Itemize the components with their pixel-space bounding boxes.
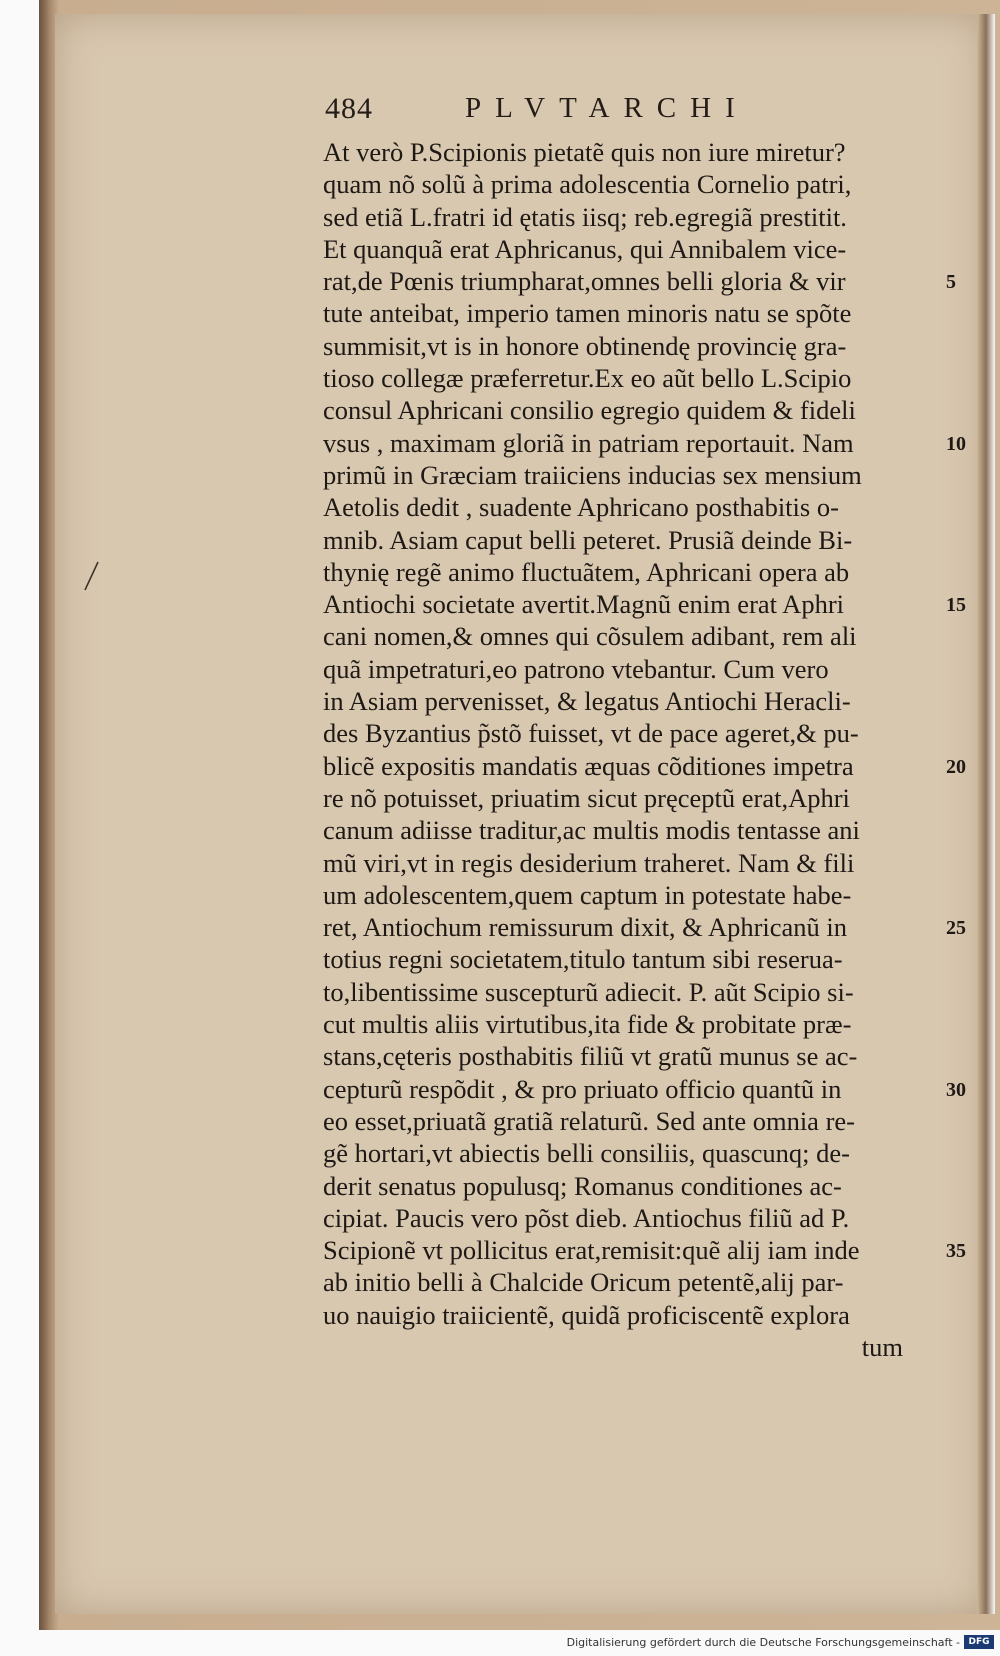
running-head-title: PLVTARCHI bbox=[465, 92, 749, 124]
text-line: blicẽ expositis mandatis æquas cõditiones impetra bbox=[323, 750, 854, 781]
text-line: Aetolis dedit , suadente Aphricano posthabitis o- bbox=[323, 492, 839, 523]
text-line: to,libentissime suscepturũ adiecit. P. aũt Scipio si- bbox=[323, 976, 854, 1007]
text-line: cani nomen,& omnes qui cõsulem adibant, rem ali bbox=[323, 621, 857, 652]
text-line: derit senatus populusq; Romanus conditiones ac- bbox=[323, 1170, 842, 1201]
text-line: in Asiam pervenisset, & legatus Antiochi Heracli- bbox=[323, 686, 851, 717]
text-line: quam nõ solũ à prima adolescentia Cornelio patri, bbox=[323, 169, 852, 200]
catchword: tum bbox=[861, 1331, 903, 1362]
text-line: cipiat. Paucis vero põst dieb. Antiochus filiũ ad P. bbox=[323, 1202, 850, 1233]
margin-line-number: 20 bbox=[946, 755, 966, 778]
text-line: consul Aphricani consilio egregio quidem & fideli bbox=[323, 395, 856, 426]
text-line: mũ viri,vt in regis desiderium traheret. Nam & fili bbox=[323, 847, 855, 878]
text-line: cut multis aliis virtutibus,ita fide & probitate præ- bbox=[323, 1009, 852, 1040]
text-line: totius regni societatem,titulo tantum sibi reserua- bbox=[323, 944, 843, 975]
digitization-footer bbox=[0, 1630, 1000, 1656]
running-head bbox=[325, 92, 845, 132]
text-line: gẽ hortari,vt abiectis belli consiliis, quascunq; de- bbox=[323, 1138, 850, 1169]
page-number: 484 bbox=[325, 92, 373, 125]
text-line: Et quanquã erat Aphricanus, qui Annibalem vice- bbox=[323, 233, 847, 264]
text-line: tute anteibat, imperio tamen minoris natu se spõte bbox=[323, 298, 852, 329]
text-line: canum adiisse traditur,ac multis modis tentasse ani bbox=[323, 815, 860, 846]
text-line: summisit,vt is in honore obtinendę provincię gra- bbox=[323, 330, 847, 361]
text-line: stans,cęteris posthabitis filiũ vt gratũ munus se ac- bbox=[323, 1041, 858, 1072]
margin-line-number: 30 bbox=[946, 1078, 966, 1101]
margin-line-number: 10 bbox=[946, 432, 966, 455]
margin-line-number: 15 bbox=[946, 594, 966, 617]
text-line: ret, Antiochum remissurum dixit, & Aphricanũ in bbox=[323, 912, 848, 943]
dfg-logo: DFG bbox=[964, 1635, 994, 1649]
text-line: mnib. Asiam caput belli peteret. Prusiã deinde Bi- bbox=[323, 524, 853, 555]
text-line: tioso collegæ præferretur.Ex eo aũt bello L.Scipio bbox=[323, 363, 852, 394]
text-line: um adolescentem,quem captum in potestate habe- bbox=[323, 879, 852, 910]
text-line: At verò P.Scipionis pietatẽ quis non iure miretur? bbox=[323, 137, 846, 167]
text-line: vsus , maximam gloriã in patriam reportauit. Nam bbox=[323, 427, 854, 458]
text-line: des Byzantius p̃stõ fuisset, vt de pace ageret,& pu- bbox=[323, 718, 859, 749]
text-line: cepturũ respõdit , & pro priuato officio quantũ in bbox=[323, 1073, 842, 1104]
text-line: sed etiã L.fratri id ętatis iisq; reb.egregiã prestitit. bbox=[323, 201, 847, 232]
text-line: primũ in Græciam traiiciens inducias sex mensium bbox=[323, 459, 862, 490]
text-line: Scipionẽ vt pollicitus erat,remisit:quẽ alij iam inde bbox=[323, 1235, 860, 1266]
body-text bbox=[323, 136, 963, 1363]
text-line: quã impetraturi,eo patrono vtebantur. Cum vero bbox=[323, 653, 829, 684]
text-line: Antiochi societate avertit.Magnũ enim erat Aphri bbox=[323, 589, 845, 620]
text-line: thynię regẽ animo fluctuãtem, Aphricani opera ab bbox=[323, 556, 850, 587]
text-line: rat,de Pœnis triumpharat,omnes belli gloria & vir bbox=[323, 266, 846, 297]
margin-pen-mark bbox=[82, 560, 102, 592]
text-line: re nõ potuisset, priuatim sicut pręceptũ erat,Aphri bbox=[323, 782, 850, 813]
text-line: eo esset,priuatã gratiã relaturũ. Sed ante omnia re- bbox=[323, 1105, 855, 1136]
margin-line-number: 25 bbox=[946, 917, 966, 940]
text-line: ab initio belli à Chalcide Oricum petentẽ,alij par- bbox=[323, 1267, 844, 1298]
margin-line-number: 5 bbox=[946, 271, 956, 294]
text-line: uo nauigio traiicientẽ, quidã proficiscentẽ explora bbox=[323, 1299, 850, 1330]
footer-credit: Digitalisierung gefördert durch die Deutsche Forschungsgemeinschaft - bbox=[566, 1636, 960, 1649]
margin-line-number: 35 bbox=[946, 1240, 966, 1263]
